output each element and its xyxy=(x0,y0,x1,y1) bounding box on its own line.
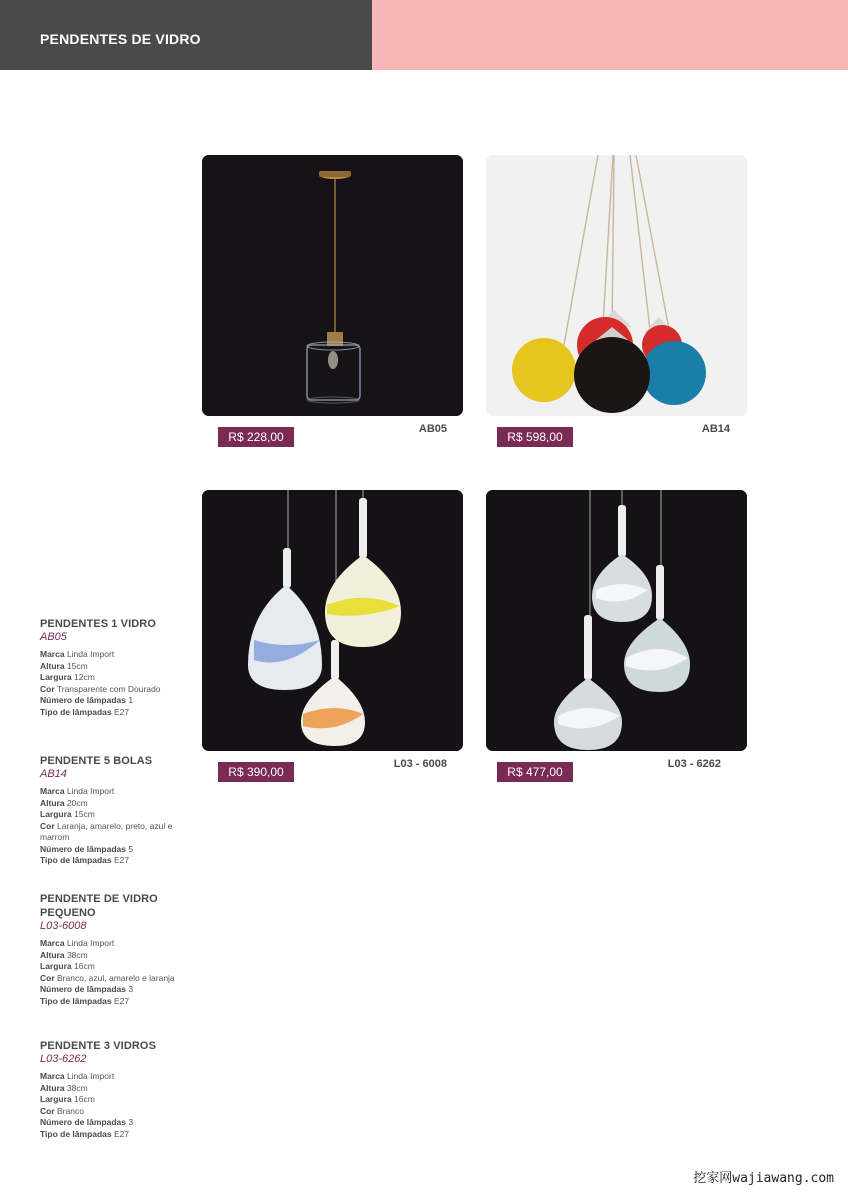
product-image-l03-6262 xyxy=(486,490,747,751)
spec-sku: AB14 xyxy=(40,768,67,780)
product-code: L03 - 6262 xyxy=(667,758,721,770)
spec-line: Marca Linda Import xyxy=(40,649,115,659)
glass-pendant-illustration xyxy=(202,155,463,416)
spec-line: Tipo de lâmpadas E27 xyxy=(40,1128,130,1139)
product-code: AB05 xyxy=(418,423,447,435)
price-tag: R$ 598,00 xyxy=(497,427,573,447)
spec-line: Tipo de lâmpadas E27 xyxy=(40,995,130,1006)
spec-line: Marca Linda Import xyxy=(40,1071,115,1081)
spec-line: Cor Laranja, amarelo, preto, azul e marrom xyxy=(40,820,173,842)
product-code: AB14 xyxy=(701,423,730,435)
spec-line: Tipo de lâmpadas E27 xyxy=(40,706,130,717)
spec-line: Número de lâmpadas 5 xyxy=(40,843,134,854)
ball-pendants-illustration xyxy=(486,155,747,416)
spec-line: Cor Branco, azul, amarelo e laranja xyxy=(40,972,175,983)
price-tag: R$ 477,00 xyxy=(497,762,573,782)
spec-line: Número de lâmpadas 1 xyxy=(40,695,134,705)
product-image-ab05 xyxy=(202,155,463,416)
spec-line: Altura 20cm xyxy=(40,797,88,808)
spec-line: Cor Branco xyxy=(40,1105,84,1116)
spec-title: PENDENTE DE VIDRO PEQUENO xyxy=(40,893,158,919)
spec-line: Altura 38cm xyxy=(40,949,88,960)
spec-line: Marca Linda Import xyxy=(40,786,115,796)
watermark-text: 挖家网wajiawang.com xyxy=(693,1171,834,1186)
header-accent-bar xyxy=(372,0,848,70)
spec-line: Altura 15cm xyxy=(40,660,88,671)
product-code: L03 - 6008 xyxy=(393,758,447,770)
spec-sku: L03-6008 xyxy=(40,920,87,932)
spec-line: Número de lâmpadas 3 xyxy=(40,1117,134,1127)
spec-title: PENDENTE 3 VIDROS xyxy=(40,1040,157,1052)
spec-line: Largura 12cm xyxy=(40,672,95,682)
spec-block-ab14 xyxy=(40,754,180,867)
white-glass-pendants-illustration xyxy=(486,490,747,751)
spec-block-l03-6008 xyxy=(40,892,180,1007)
spec-title: PENDENTE 5 BOLAS xyxy=(40,755,153,767)
spec-block-ab05 xyxy=(40,617,180,718)
spec-line: Marca Linda Import xyxy=(40,938,115,948)
spec-sku: L03-6262 xyxy=(40,1053,87,1065)
spec-line: Altura 38cm xyxy=(40,1082,88,1093)
spec-line: Tipo de lâmpadas E27 xyxy=(40,855,130,865)
product-image-ab14 xyxy=(486,155,747,416)
price-tag: R$ 390,00 xyxy=(218,762,294,782)
spec-title: PENDENTES 1 VIDRO xyxy=(40,618,157,630)
price-tag: R$ 228,00 xyxy=(218,427,294,447)
three-glass-pendants-illustration xyxy=(202,490,463,751)
product-image-l03-6008 xyxy=(202,490,463,751)
spec-line: Cor Transparente com Dourado xyxy=(40,683,161,694)
spec-line: Número de lâmpadas 3 xyxy=(40,984,134,994)
spec-block-l03-6262 xyxy=(40,1039,180,1140)
spec-sku: AB05 xyxy=(40,631,67,643)
spec-line: Largura 16cm xyxy=(40,1094,95,1104)
page-title: PENDENTES DE VIDRO xyxy=(40,31,201,47)
spec-line: Largura 16cm xyxy=(40,961,95,971)
spec-line: Largura 15cm xyxy=(40,809,95,819)
